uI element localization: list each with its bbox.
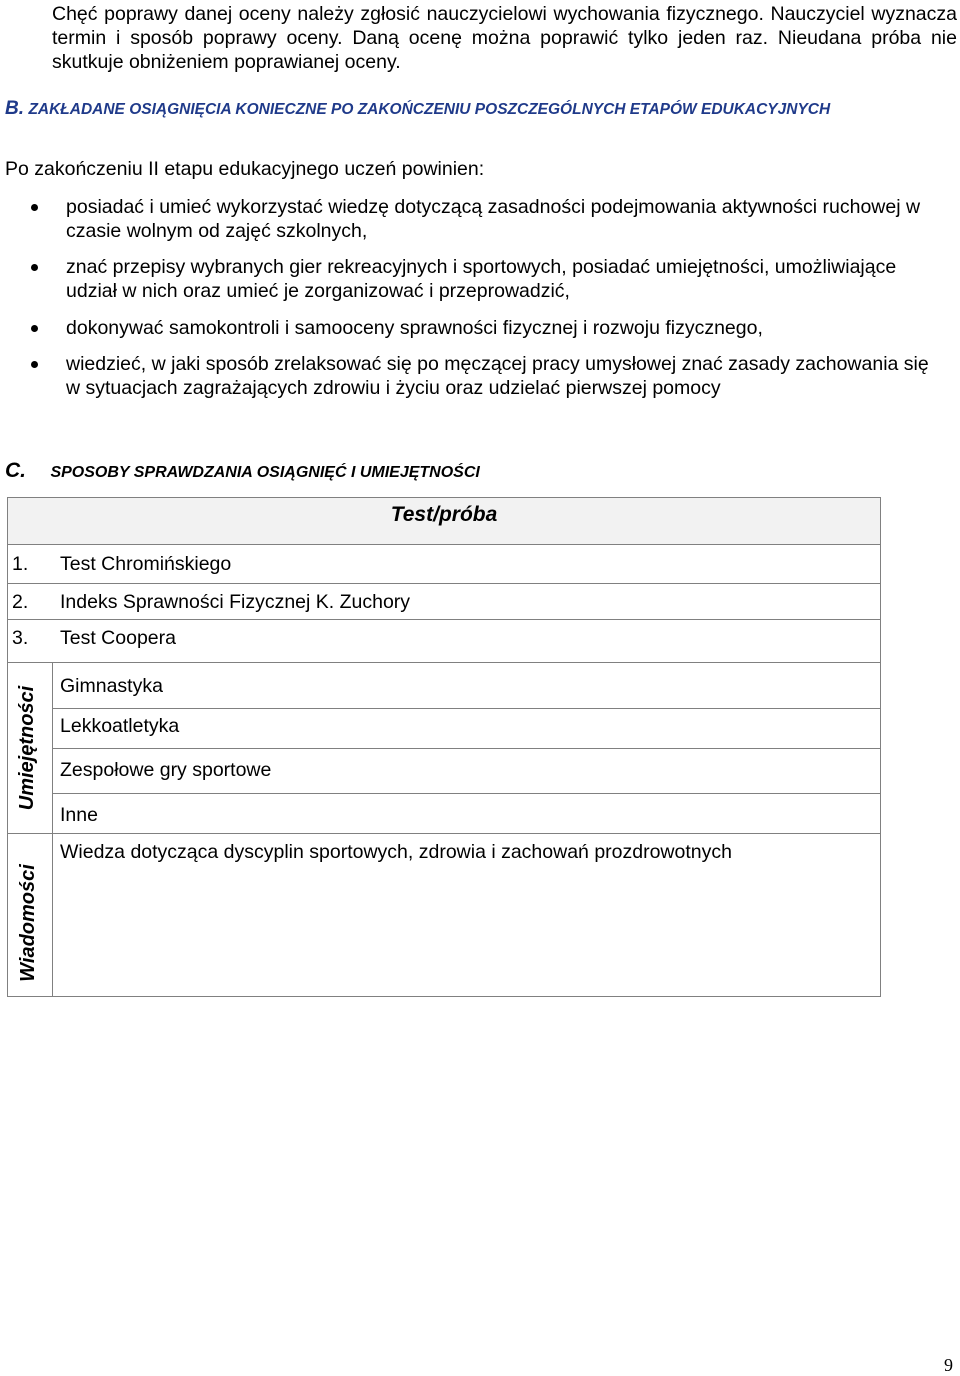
list-item bbox=[66, 316, 946, 340]
table-divider bbox=[7, 583, 881, 584]
skills-label: Umiejętności bbox=[16, 685, 38, 811]
skill-item: Lekkoatletyka bbox=[60, 715, 180, 737]
test-name: Indeks Sprawności Fizycznej K. Zuchory bbox=[60, 591, 411, 613]
skill-item: Gimnastyka bbox=[60, 675, 163, 697]
knowledge-item: Wiedza dotycząca dyscyplin sportowych, zdrowia i zachowań prozdrowotnych bbox=[60, 841, 732, 863]
list-item bbox=[66, 352, 946, 400]
table-divider bbox=[53, 793, 881, 794]
list-item-text: dokonywać samokontroli i samooceny sprawności fizycznej i rozwoju fizycznego, bbox=[66, 317, 763, 339]
table-divider bbox=[53, 748, 881, 749]
page-number: 9 bbox=[944, 1355, 953, 1375]
test-name: Test Coopera bbox=[60, 627, 176, 649]
list-item-text: posiadać i umieć wykorzystać wiedzę dotyczącą zasadności podejmowania aktywności ruchowej w czasie wolnym od zajęć szkolnych, bbox=[66, 196, 921, 242]
table-header: Test/próba bbox=[390, 503, 498, 526]
bullet-icon bbox=[31, 264, 38, 271]
bullet-icon bbox=[31, 361, 38, 368]
section-b-title: ZAKŁADANE OSIĄGNIĘCIA KONIECZNE PO ZAKOŃCZENIU POSZCZEGÓLNYCH ETAPÓW EDUKACYJNYCH bbox=[28, 101, 831, 118]
table-divider bbox=[52, 662, 53, 997]
table-divider bbox=[53, 708, 881, 709]
test-name: Test Chromińskiego bbox=[60, 553, 232, 575]
list-item-text: wiedzieć, w jaki sposób zrelaksować się po męczącej pracy umysłowej znać zasady zachowania się w sytuacjach zagrażających zdrowiu i życiu oraz udzielać pierwszej pomocy bbox=[66, 353, 929, 399]
list-item bbox=[66, 195, 946, 243]
skill-item: Inne bbox=[60, 804, 98, 826]
table-divider bbox=[7, 662, 881, 663]
section-b-letter: B. bbox=[5, 98, 24, 119]
bullet-icon bbox=[31, 325, 38, 332]
test-number: 2. bbox=[12, 591, 29, 613]
lead-sentence: Po zakończeniu II etapu edukacyjnego uczeń powinien: bbox=[5, 158, 485, 180]
section-c-title: SPOSOBY SPRAWDZANIA OSIĄGNIĘĆ I UMIEJĘTNOŚCI bbox=[50, 464, 480, 481]
section-c-heading bbox=[5, 459, 480, 483]
bullet-icon bbox=[31, 204, 38, 211]
intro-paragraph: Chęć poprawy danej oceny należy zgłosić nauczycielowi wychowania fizycznego. Nauczyciel wyznacza termin i sposób poprawy oceny. Daną ocenę można poprawić tylko jeden raz. Nieudana próba nie skutkuje obniżeniem poprawianej oceny. bbox=[52, 3, 957, 73]
table-divider bbox=[7, 619, 881, 620]
skill-item: Zespołowe gry sportowe bbox=[60, 759, 272, 781]
table-divider bbox=[7, 833, 881, 834]
test-number: 3. bbox=[12, 627, 29, 649]
section-b-heading bbox=[5, 98, 950, 120]
list-item bbox=[66, 255, 946, 303]
knowledge-label: Wiadomości bbox=[17, 864, 39, 982]
section-c-letter: C. bbox=[5, 459, 26, 482]
list-item-text: znać przepisy wybranych gier rekreacyjnych i sportowych, posiadać umiejętności, umożliwiające udział w nich oraz umieć je zorganizować i przeprowadzić, bbox=[66, 256, 897, 302]
test-number: 1. bbox=[12, 553, 29, 575]
